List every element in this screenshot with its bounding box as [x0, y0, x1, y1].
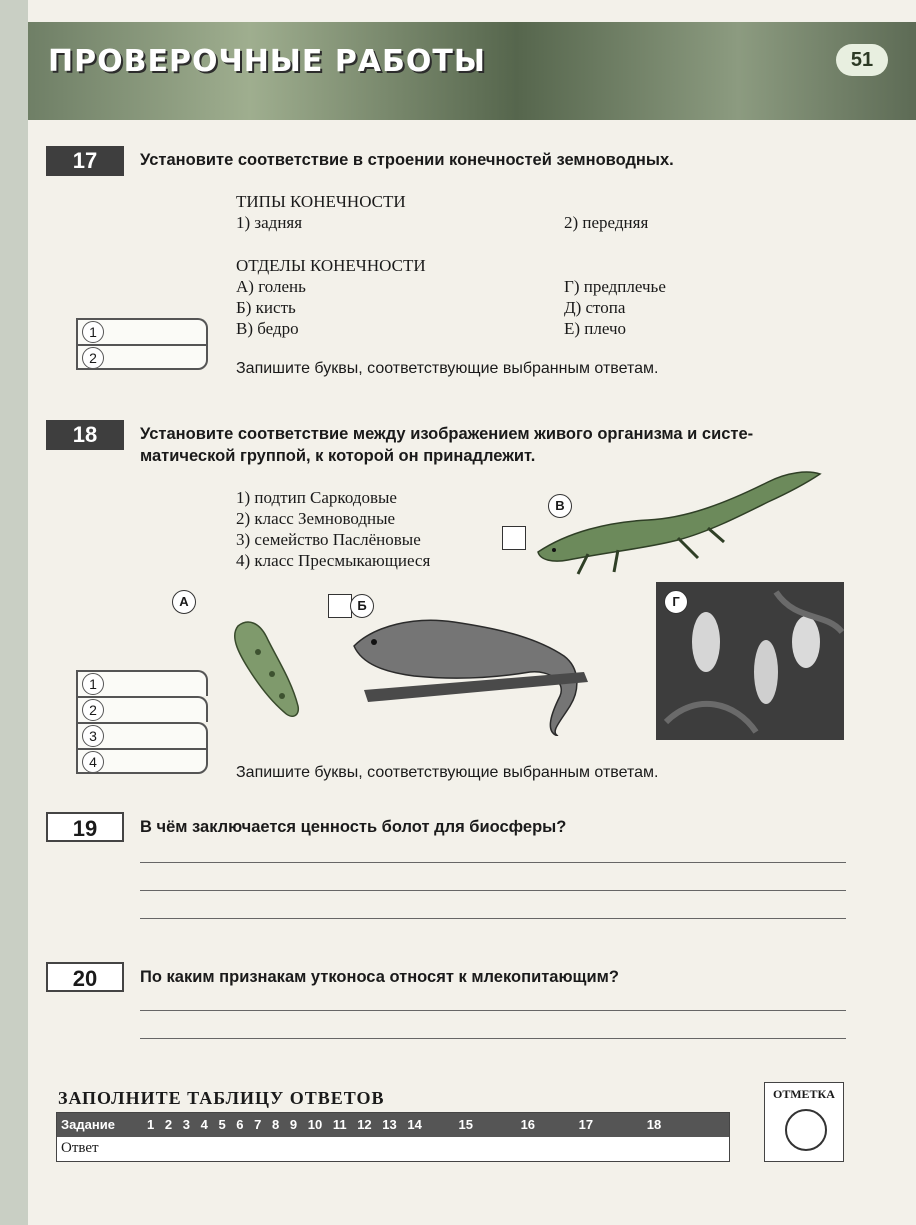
question-20-text: По каким признакам утконоса относят к млекопитающим? [140, 968, 619, 986]
question-18-number: 18 [46, 420, 124, 450]
grade-label: ОТМЕТКА [773, 1087, 835, 1101]
q18-row-number: 3 [82, 725, 104, 747]
q17-part-g: Г) предплечье [564, 277, 666, 296]
image-label-a: А [172, 590, 196, 614]
q17-type-2: 2) передняя [564, 213, 649, 232]
q17-parts-heading: ОТДЕЛЫ КОНЕЧНОСТИ [236, 256, 426, 275]
page-header [28, 22, 916, 120]
answer-line[interactable] [140, 890, 846, 891]
q18-answer-row[interactable] [76, 696, 208, 722]
image-label-b: Б [350, 594, 374, 618]
q17-row-number: 1 [82, 321, 104, 343]
task-number: 7 [254, 1117, 262, 1132]
q18-note: Запишите буквы, соответствующие выбранным ответам. [236, 764, 659, 781]
question-18-text-line2: матической группой, к которой он принадлежит. [140, 447, 536, 465]
q18-answer-row[interactable] [76, 670, 208, 696]
task-row [57, 1113, 729, 1137]
answer-line[interactable] [140, 1010, 846, 1011]
task-number: 13 [382, 1117, 397, 1132]
q18-option-2: 2) класс Земноводные [236, 509, 396, 528]
q17-answer-row[interactable] [76, 318, 208, 344]
page-number: 51 [836, 44, 888, 76]
task-number: 16 [520, 1117, 536, 1132]
answers-table [56, 1112, 730, 1162]
task-number: 4 [200, 1117, 208, 1132]
q18-option-1: 1) подтип Саркодовые [236, 488, 397, 507]
q17-answer-boxes [76, 318, 208, 370]
question-19-text: В чём заключается ценность болот для биосферы? [140, 818, 567, 836]
image-label-g: Г [664, 590, 688, 614]
q17-row-number: 2 [82, 347, 104, 369]
page-edge [0, 0, 28, 1225]
q18-answer-boxes [76, 670, 208, 774]
task-number: 5 [218, 1117, 226, 1132]
q18-option-3: 3) семейство Паслёновые [236, 530, 421, 549]
q18-option-4: 4) класс Пресмыкающиеся [236, 551, 431, 570]
q17-part-a: А) голень [236, 277, 306, 296]
chameleon-image [344, 586, 614, 736]
q17-part-b: Б) кисть [236, 298, 296, 317]
q18-answer-row[interactable] [76, 722, 208, 748]
answer-line[interactable] [140, 918, 846, 919]
task-number: 17 [578, 1117, 594, 1132]
task-numbers [147, 1117, 668, 1132]
q18-row-number: 2 [82, 699, 104, 721]
question-17-number: 17 [46, 146, 124, 176]
task-number: 1 [147, 1117, 155, 1132]
image-label-v: В [548, 494, 572, 518]
task-number: 3 [182, 1117, 190, 1132]
task-number: 2 [164, 1117, 173, 1132]
q17-answer-row[interactable] [76, 344, 208, 370]
task-number: 11 [332, 1117, 347, 1132]
image-answer-box[interactable] [502, 526, 526, 550]
answer-row-label: Ответ [61, 1140, 99, 1156]
answers-table-title: ЗАПОЛНИТЕ ТАБЛИЦУ ОТВЕТОВ [58, 1088, 385, 1108]
grade-box [764, 1082, 844, 1162]
q18-row-number: 4 [82, 751, 104, 773]
task-number: 8 [272, 1117, 280, 1132]
task-number: 9 [289, 1117, 298, 1132]
q18-row-number: 1 [82, 673, 104, 695]
answer-line[interactable] [140, 1038, 846, 1039]
question-18-text-line1: Установите соответствие между изображением живого организма и систе- [140, 425, 754, 443]
answer-line[interactable] [140, 862, 846, 863]
page-title: ПРОВЕРОЧНЫЕ РАБОТЫ [48, 44, 486, 79]
q17-types-heading: ТИПЫ КОНЕЧНОСТИ [236, 192, 406, 211]
question-19-number: 19 [46, 812, 124, 842]
task-number: 15 [458, 1117, 473, 1132]
q17-note: Запишите буквы, соответствующие выбранным ответам. [236, 360, 659, 377]
task-number: 18 [646, 1117, 662, 1132]
q17-type-1: 1) задняя [236, 213, 303, 232]
amoeba-like-image [228, 612, 304, 722]
question-20-number: 20 [46, 962, 124, 992]
q18-answer-row[interactable] [76, 748, 208, 774]
task-number: 10 [307, 1117, 323, 1132]
q17-part-d: Д) стопа [564, 298, 626, 317]
q17-part-e: Е) плечо [564, 319, 627, 338]
task-number: 6 [236, 1117, 244, 1132]
q17-part-v: В) бедро [236, 319, 299, 338]
task-label: Задание [61, 1117, 115, 1132]
grade-circle[interactable] [785, 1109, 827, 1151]
task-number: 14 [407, 1117, 422, 1132]
image-answer-box[interactable] [328, 594, 352, 618]
newt-image [528, 462, 828, 582]
task-number: 12 [357, 1117, 372, 1132]
question-17-text: Установите соответствие в строении конечностей земноводных. [140, 151, 674, 169]
